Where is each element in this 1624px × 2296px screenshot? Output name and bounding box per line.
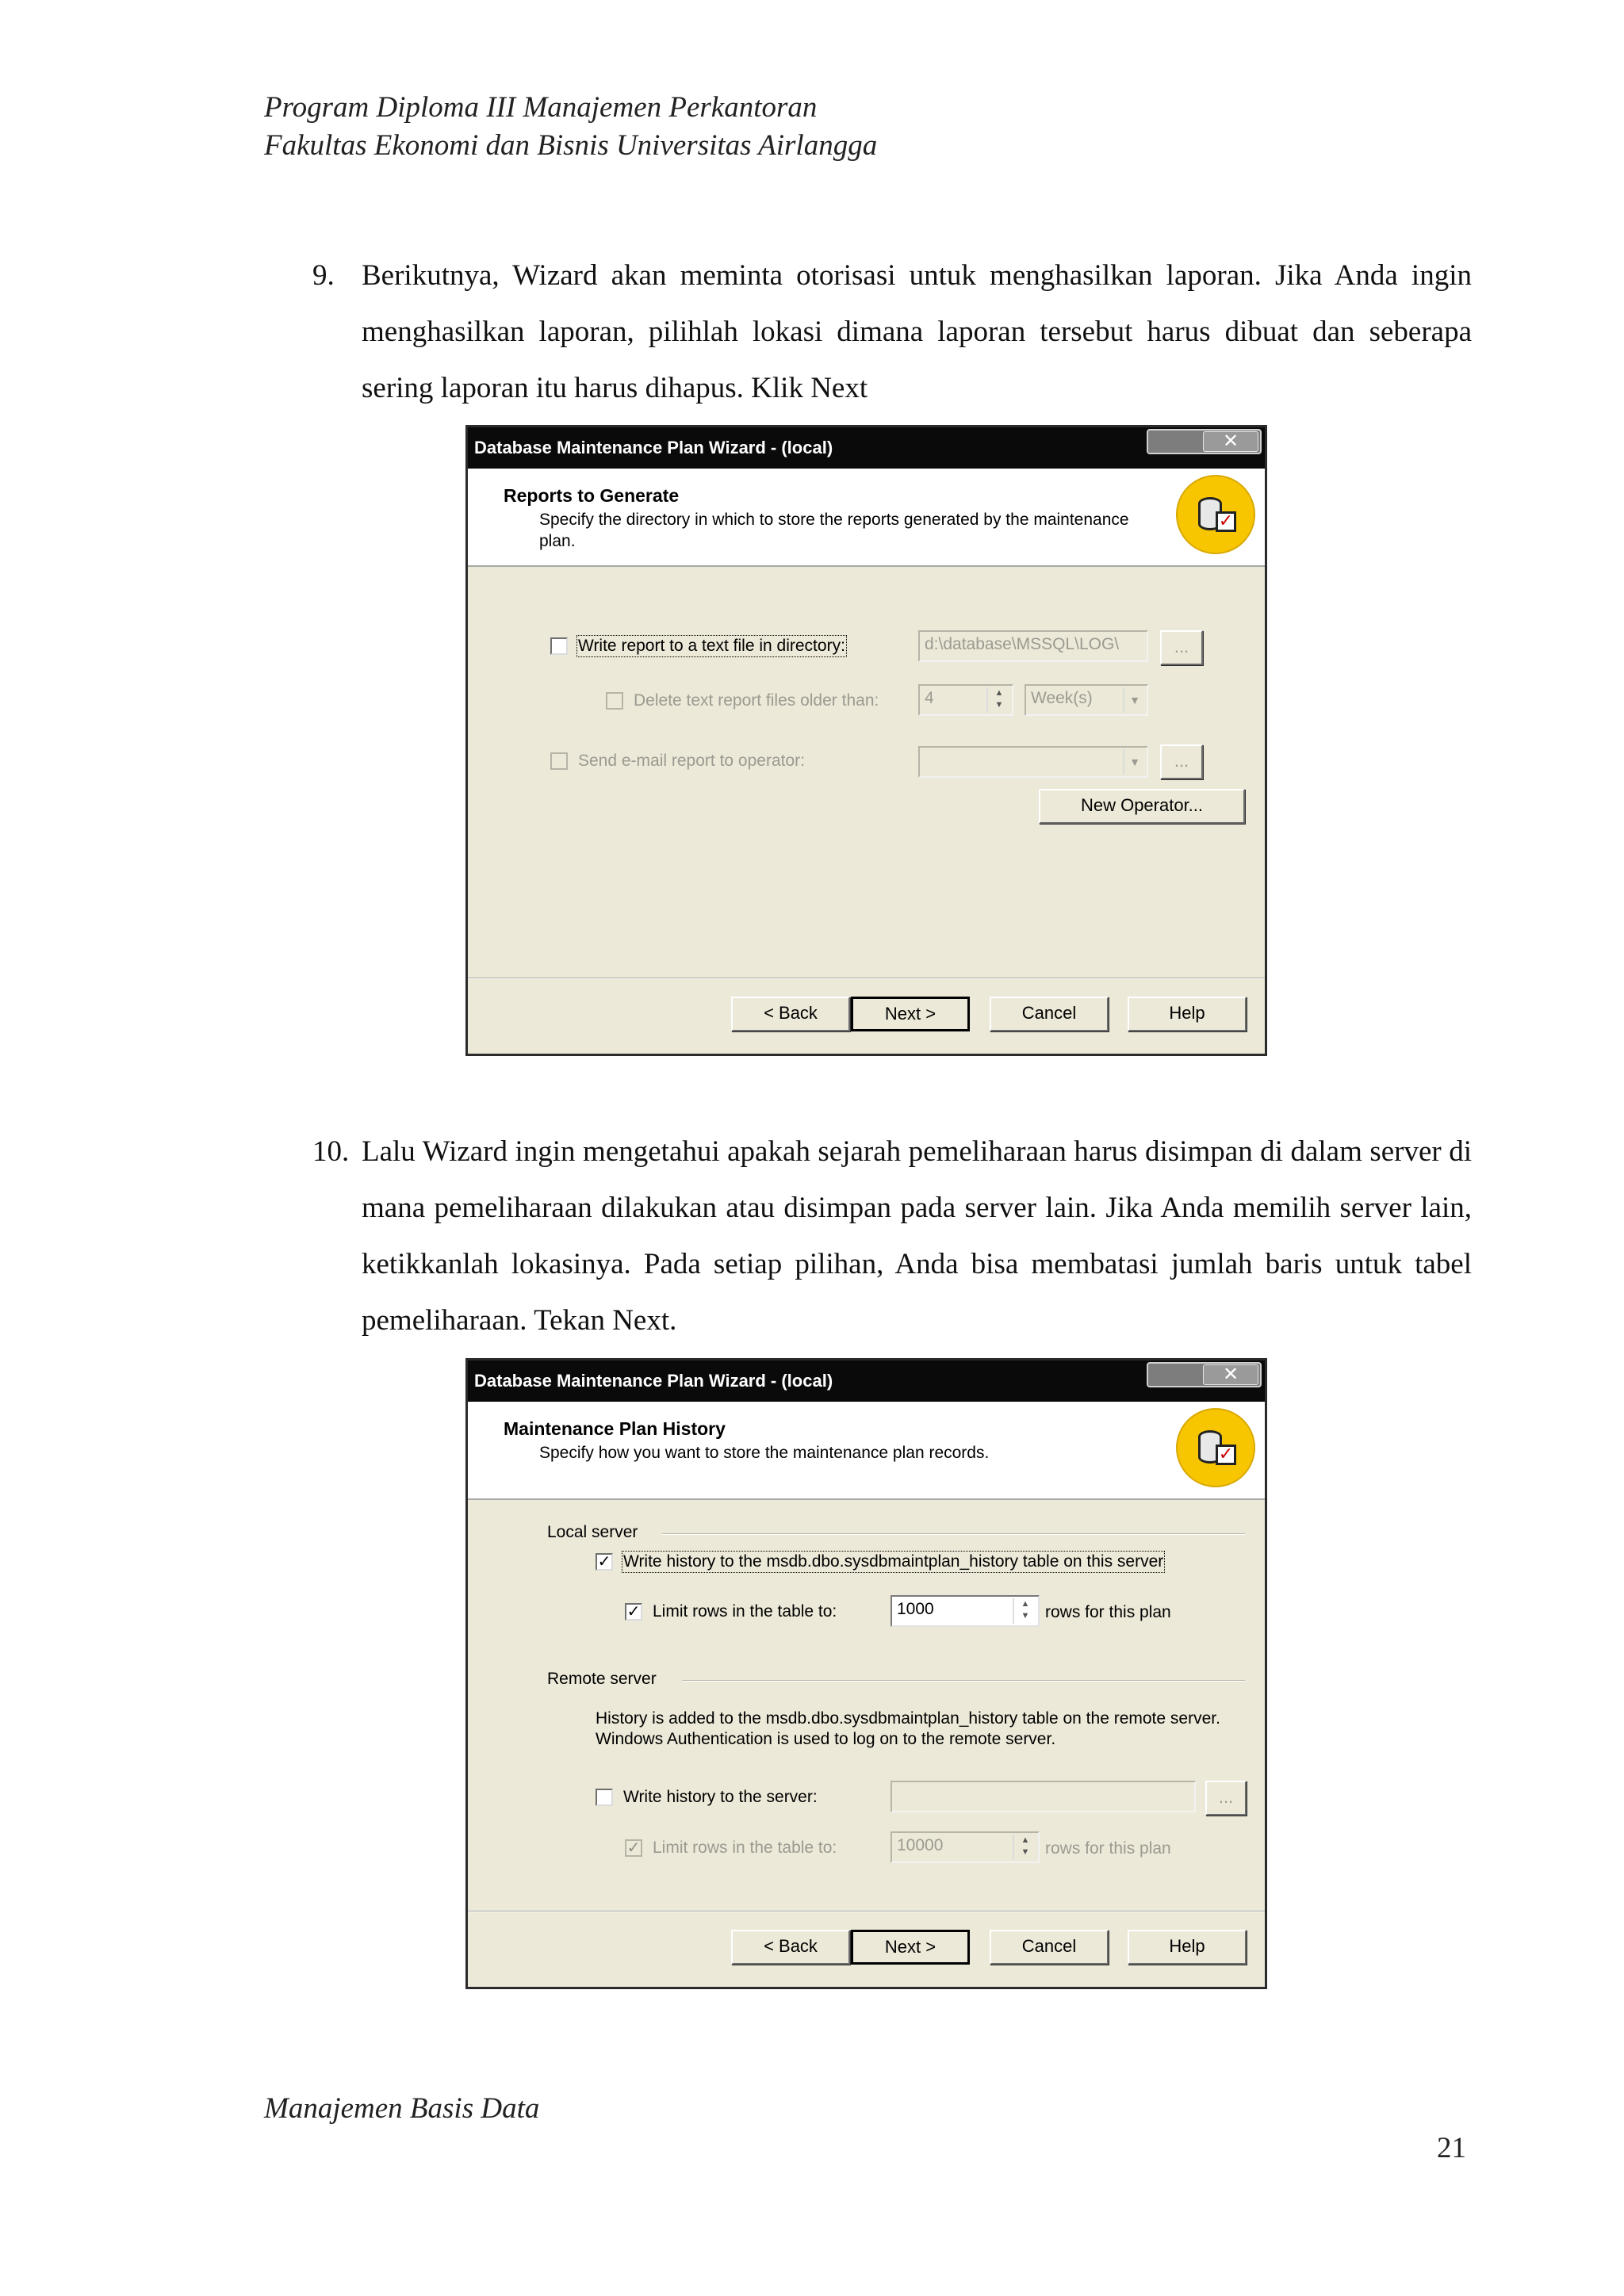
checklist-icon: ✓: [1216, 511, 1236, 532]
operator-select[interactable]: [918, 746, 1148, 778]
step-10: [312, 1123, 1472, 1349]
step-text: Berikutnya, Wizard akan meminta otorisasi untuk menghasilkan laporan. Jika Anda ingin menghasilkan laporan, pilihlah lokasi dimana laporan tersebut harus dibuat dan seberapa sering laporan itu harus dihapus. Klik Next: [362, 259, 1472, 404]
limit-rows-stepper[interactable]: [891, 1595, 1040, 1627]
spin-arrows-icon[interactable]: ▲ ▼: [1013, 1835, 1036, 1860]
step-text: Lalu Wizard ingin mengetahui apakah sejarah pemeliharaan harus disimpan di dalam server di mana pemeliharaan dilakukan atau disimpan pada server lain. Jika Anda memilih server lain, ketikkanlah lokasinya. Pada setiap pilihan, Anda bisa membatasi jumlah baris untuk tabel pemeliharaan. Tekan Next.: [362, 1135, 1472, 1337]
step-number: 10.: [312, 1135, 350, 1168]
remote-info-line-2: Windows Authentication is used to log on to the remote server.: [596, 1730, 1056, 1748]
wizard-subheading: Specify the directory in which to store the reports generated by the maintenance plan.: [539, 511, 1129, 550]
write-history-label: Write history to the msdb.dbo.sysdbmaintplan_history table on this server: [623, 1552, 1164, 1571]
next-button[interactable]: Next >: [851, 997, 970, 1031]
write-remote-history-label: Write history to the server:: [623, 1788, 818, 1806]
wizard-heading: Reports to Generate: [504, 485, 680, 506]
checklist-icon: ✓: [1216, 1445, 1236, 1465]
window-title: Database Maintenance Plan Wizard - (local): [474, 1371, 833, 1391]
directory-browse-button[interactable]: ...: [1160, 630, 1203, 665]
footer-separator: [468, 1911, 1265, 1912]
title-bar: [468, 427, 1265, 469]
next-button[interactable]: Next >: [851, 1930, 970, 1965]
remote-server-input[interactable]: [891, 1781, 1196, 1812]
database-maintenance-icon: [1176, 475, 1255, 554]
delete-old-reports-checkbox[interactable]: [606, 692, 623, 710]
close-icon[interactable]: ✕: [1203, 1364, 1258, 1385]
limit-rows-value: 1000: [897, 1600, 934, 1618]
send-email-checkbox[interactable]: [550, 752, 568, 770]
directory-input[interactable]: d:\database\MSSQL\LOG\: [918, 630, 1148, 662]
group-divider: [662, 1533, 1245, 1535]
rows-suffix-label: rows for this plan: [1045, 1603, 1171, 1621]
delete-old-reports-label: Delete text report files older than:: [634, 691, 879, 710]
wizard-subheading: Specify how you want to store the maintenance plan records.: [539, 1444, 990, 1462]
cancel-button[interactable]: Cancel: [990, 1930, 1109, 1965]
header-faculty: Fakultas Ekonomi dan Bisnis Universitas Airlangga: [264, 129, 878, 162]
delete-unit-value: Week(s): [1031, 689, 1093, 707]
new-operator-button[interactable]: New Operator...: [1039, 789, 1245, 824]
window-controls: [1147, 429, 1262, 454]
cancel-button[interactable]: Cancel: [990, 997, 1109, 1031]
step-number: 9.: [312, 259, 335, 292]
help-button[interactable]: Help: [1128, 997, 1247, 1031]
remote-server-group-label: Remote server: [547, 1670, 657, 1688]
dropdown-arrow-icon[interactable]: ▼: [1123, 687, 1145, 713]
remote-rows-suffix-label: rows for this plan: [1045, 1839, 1171, 1858]
help-button[interactable]: Help: [1128, 1930, 1247, 1965]
remote-limit-rows-value: 10000: [897, 1836, 944, 1854]
delete-unit-select[interactable]: [1025, 684, 1148, 716]
delete-count-value: 4: [925, 689, 934, 707]
remote-limit-rows-label: Limit rows in the table to:: [653, 1839, 837, 1857]
wizard-heading: Maintenance Plan History: [504, 1418, 726, 1439]
wizard-dialog-history: [465, 1358, 1267, 1989]
database-maintenance-icon: [1176, 1408, 1255, 1487]
remote-limit-rows-stepper[interactable]: [891, 1831, 1040, 1863]
page-header: [264, 89, 877, 165]
operator-browse-button[interactable]: ...: [1160, 744, 1203, 779]
write-report-label: Write report to a text file in directory:: [578, 637, 845, 655]
title-bar: [468, 1360, 1265, 1402]
write-report-checkbox[interactable]: [550, 637, 568, 655]
wizard-dialog-reports: [465, 425, 1267, 1056]
wizard-header: [468, 1402, 1265, 1500]
back-button[interactable]: < Back: [731, 1930, 850, 1965]
spin-arrows-icon[interactable]: ▲ ▼: [1013, 1598, 1036, 1624]
delete-count-stepper[interactable]: [918, 684, 1013, 716]
remote-info-line-1: History is added to the msdb.dbo.sysdbmaintplan_history table on the remote server.: [596, 1709, 1220, 1728]
back-button[interactable]: < Back: [731, 997, 850, 1031]
write-history-checkbox[interactable]: ✓: [596, 1553, 613, 1571]
footer-course-title: Manajemen Basis Data: [264, 2092, 540, 2125]
limit-rows-label: Limit rows in the table to:: [653, 1602, 837, 1621]
send-email-label: Send e-mail report to operator:: [578, 752, 805, 770]
wizard-header: [468, 469, 1265, 567]
window-title: Database Maintenance Plan Wizard - (local): [474, 438, 833, 457]
local-server-group-label: Local server: [547, 1523, 638, 1541]
header-program: Program Diploma III Manajemen Perkantoran: [264, 91, 818, 124]
remote-browse-button[interactable]: ...: [1205, 1781, 1247, 1816]
limit-rows-checkbox[interactable]: ✓: [625, 1603, 642, 1621]
spin-arrows-icon[interactable]: ▲ ▼: [986, 687, 1010, 713]
footer-separator: [468, 978, 1265, 979]
page-number: 21: [1437, 2132, 1466, 2164]
window-controls: [1147, 1362, 1262, 1387]
remote-limit-rows-checkbox[interactable]: ✓: [625, 1839, 642, 1857]
group-divider: [682, 1680, 1245, 1682]
step-9: [312, 247, 1472, 416]
write-remote-history-checkbox[interactable]: [596, 1789, 613, 1806]
close-icon[interactable]: ✕: [1203, 431, 1258, 452]
dropdown-arrow-icon[interactable]: ▼: [1123, 749, 1145, 775]
